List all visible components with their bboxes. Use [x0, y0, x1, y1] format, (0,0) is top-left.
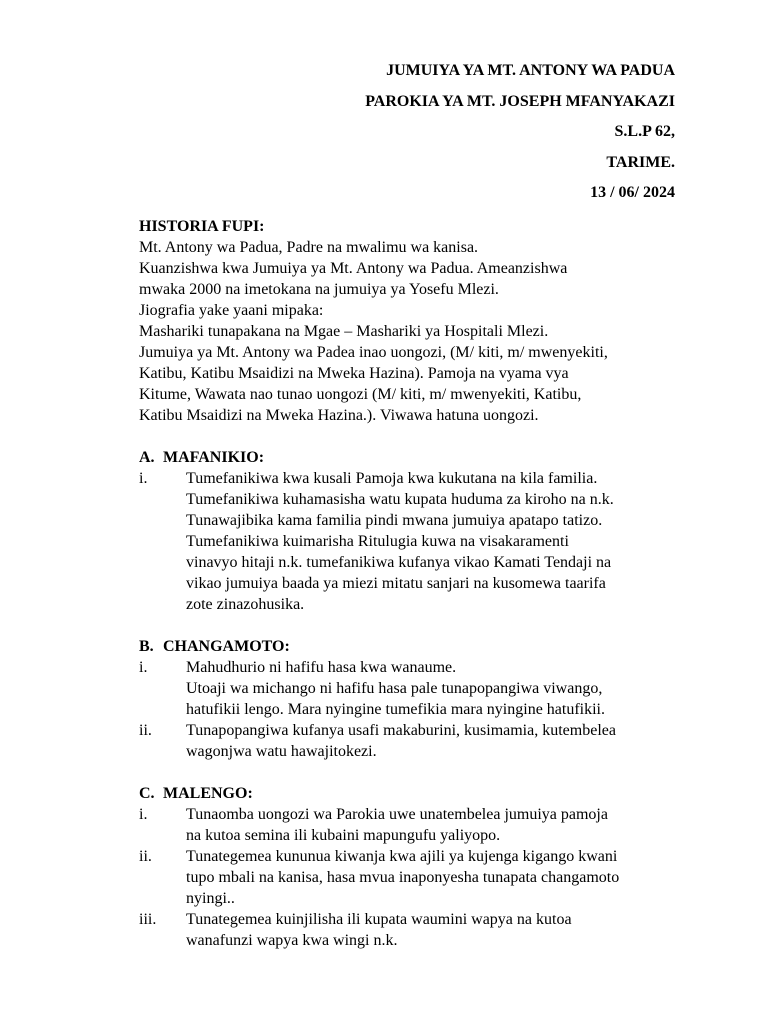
section-b-heading: [139, 636, 679, 657]
history-line: Jumuiya ya Mt. Antony wa Padea inao uongozi, (M/ kiti, m/ mwenyekiti,: [139, 344, 608, 361]
item-number: i.: [139, 470, 148, 487]
parish-name: PAROKIA YA MT. JOSEPH MFANYAKAZI: [365, 92, 675, 110]
community-name: JUMUIYA YA MT. ANTONY WA PADUA: [386, 62, 675, 79]
po-box: S.L.P 62,: [614, 123, 675, 140]
item-number: i.: [139, 806, 148, 823]
item-text: Tunaomba uongozi wa Parokia uwe unatembelea jumuiya pamoja: [186, 806, 608, 823]
item-line: na kutoa semina ili kubaini mapungufu yaliyopo.: [186, 827, 501, 844]
section-b-letter: B.: [139, 638, 154, 655]
section-c-title: MALENGO:: [163, 785, 253, 802]
list-item: [139, 846, 679, 867]
list-item: [139, 720, 679, 741]
spacer: [139, 426, 679, 447]
history-heading: HISTORIA FUPI:: [139, 218, 265, 235]
item-text: Tumefanikiwa kwa kusali Pamoja kwa kukutana na kila familia.: [186, 470, 598, 487]
item-number: ii.: [139, 722, 152, 739]
history-line: mwaka 2000 na imetokana na jumuiya ya Yosefu Mlezi.: [139, 281, 499, 298]
spacer: [139, 762, 679, 783]
history-line: Kitume, Wawata nao tunao uongozi (M/ kiti, m/ mwenyekiti, Katibu,: [139, 386, 582, 403]
item-number: ii.: [139, 848, 152, 865]
item-line: Tunawajibika kama familia pindi mwana jumuiya apatapo tatizo.: [186, 512, 603, 529]
item-text: Tunategemea kuinjilisha ili kupata waumini wapya na kutoa: [186, 911, 572, 928]
item-text: Mahudhurio ni hafifu hasa kwa wanaume.: [186, 659, 457, 676]
section-b-title: CHANGAMOTO:: [163, 638, 290, 655]
item-line: nyingi..: [186, 890, 235, 907]
list-item: [139, 909, 679, 930]
item-line: wanafunzi wapya kwa wingi n.k.: [186, 932, 398, 949]
item-line: Tumefanikiwa kuhamasisha watu kupata huduma za kiroho na n.k.: [186, 491, 614, 508]
town: TARIME.: [606, 153, 675, 171]
history-line: Jiografia yake yaani mipaka:: [139, 302, 324, 319]
section-c-letter: C.: [139, 785, 155, 802]
list-item: [139, 804, 679, 825]
item-line: tupo mbali na kanisa, hasa mvua inaponyesha tunapata changamoto: [186, 869, 620, 886]
item-line: vikao jumuiya baada ya miezi mitatu sanjari na kusomewa taarifa: [186, 575, 606, 592]
item-line: hatufikii lengo. Mara nyingine tumefikia mara nyingine hatufikii.: [186, 701, 605, 718]
history-line: Mt. Antony wa Padua, Padre na mwalimu wa kanisa.: [139, 239, 479, 256]
letter-date: 13 / 06/ 2024: [590, 184, 675, 201]
item-text: Tunategemea kununua kiwanja kwa ajili ya kujenga kigango kwani: [186, 848, 618, 865]
section-a-heading: [139, 447, 679, 468]
item-number: iii.: [139, 911, 157, 928]
item-text: Tunapopangiwa kufanya usafi makaburini, kusimamia, kutembelea: [186, 722, 616, 739]
item-number: i.: [139, 659, 148, 676]
section-a-letter: A.: [139, 449, 155, 466]
list-item: [139, 468, 679, 489]
item-line: Utoaji wa michango ni hafifu hasa pale tunapopangiwa viwango,: [186, 680, 603, 697]
item-line: Tumefanikiwa kuimarisha Ritulugia kuwa na visakaramenti: [186, 533, 569, 550]
item-line: zote zinazohusika.: [186, 596, 305, 613]
history-line: Kuanzishwa kwa Jumuiya ya Mt. Antony wa Padua. Ameanzishwa: [139, 260, 568, 277]
section-c-heading: [139, 783, 679, 804]
item-line: vinavyo hitaji n.k. tumefanikiwa kufanya vikao Kamati Tendaji na: [186, 554, 612, 571]
item-line: wagonjwa watu hawajitokezi.: [186, 743, 377, 760]
history-line: Katibu Msaidizi na Mweka Hazina.). Viwawa hatuna uongozi.: [139, 407, 539, 424]
document-body: [139, 216, 679, 951]
list-item: [139, 657, 679, 678]
section-a-title: MAFANIKIO:: [163, 449, 265, 466]
history-line: Katibu, Katibu Msaidizi na Mweka Hazina). Pamoja na vyama vya: [139, 365, 569, 382]
letter-header: [139, 62, 675, 215]
history-line: Mashariki tunapakana na Mgae – Mashariki ya Hospitali Mlezi.: [139, 323, 549, 340]
spacer: [139, 615, 679, 636]
